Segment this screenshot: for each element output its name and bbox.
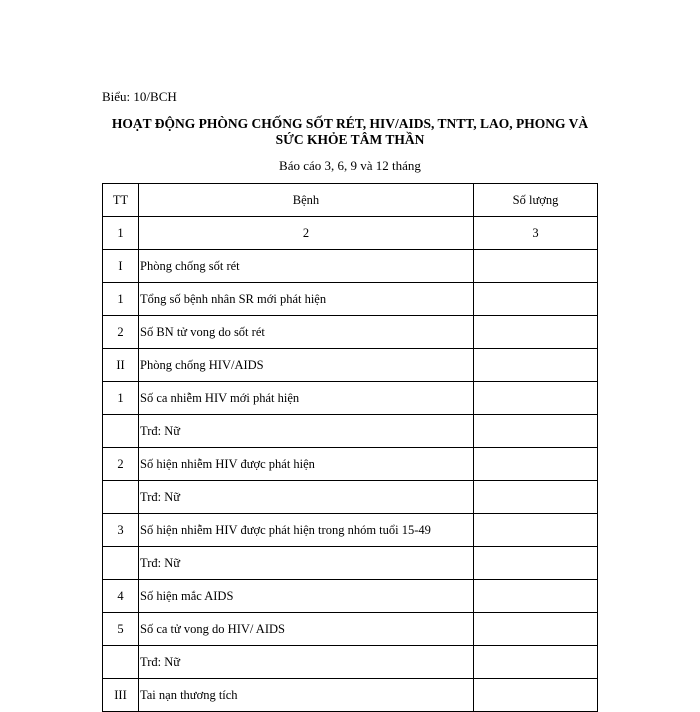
table-row [103, 646, 598, 679]
quantity-cell [474, 448, 598, 481]
row-number-cell: II [103, 349, 139, 382]
quantity-cell [474, 679, 598, 712]
row-number-cell: 3 [103, 514, 139, 547]
column-index-3: 3 [474, 217, 598, 250]
table-row [103, 382, 598, 415]
report-table [102, 183, 598, 712]
table-row [103, 547, 598, 580]
quantity-cell [474, 349, 598, 382]
column-index-row [103, 217, 598, 250]
table-row [103, 448, 598, 481]
row-number-cell: 5 [103, 613, 139, 646]
table-row [103, 316, 598, 349]
row-number-cell: 4 [103, 580, 139, 613]
row-number-cell: 1 [103, 283, 139, 316]
quantity-cell [474, 283, 598, 316]
table-row [103, 481, 598, 514]
row-number-cell: III [103, 679, 139, 712]
table-row [103, 613, 598, 646]
section-title-cell: Phòng chống sốt rét [139, 250, 474, 283]
table-row [103, 514, 598, 547]
row-number-cell: 1 [103, 382, 139, 415]
column-index-1: 1 [103, 217, 139, 250]
section-row [103, 250, 598, 283]
quantity-cell [474, 580, 598, 613]
indicator-name-cell: Tổng số bệnh nhân SR mới phát hiện [139, 283, 474, 316]
indicator-name-cell: Số hiện nhiễm HIV được phát hiện [139, 448, 474, 481]
indicator-name-cell: Trđ: Nữ [139, 547, 474, 580]
row-number-cell: 2 [103, 448, 139, 481]
indicator-name-cell: Số hiện mắc AIDS [139, 580, 474, 613]
indicator-name-cell: Trđ: Nữ [139, 646, 474, 679]
header-row [103, 184, 598, 217]
quantity-cell [474, 613, 598, 646]
row-number-cell [103, 547, 139, 580]
section-title-cell: Tai nạn thương tích [139, 679, 474, 712]
form-code: Biểu: 10/BCH [102, 89, 177, 104]
indicator-name-cell: Số ca tử vong do HIV/ AIDS [139, 613, 474, 646]
quantity-cell [474, 514, 598, 547]
title-line-2: SỨC KHỎE TÂM THẦN [275, 132, 425, 147]
table-body [103, 250, 598, 712]
title-line-1: HOẠT ĐỘNG PHÒNG CHỐNG SỐT RÉT, HIV/AIDS, TNTT, LAO, PHONG VÀ [111, 116, 589, 131]
header-quantity: Số lượng [474, 184, 598, 217]
quantity-cell [474, 316, 598, 349]
row-number-cell [103, 415, 139, 448]
quantity-cell [474, 382, 598, 415]
row-number-cell [103, 481, 139, 514]
indicator-name-cell: Trđ: Nữ [139, 415, 474, 448]
header-tt: TT [103, 184, 139, 217]
indicator-name-cell: Số hiện nhiễm HIV được phát hiện trong nhóm tuổi 15-49 [139, 514, 474, 547]
quantity-cell [474, 547, 598, 580]
header-disease: Bệnh [139, 184, 474, 217]
quantity-cell [474, 646, 598, 679]
table-row [103, 580, 598, 613]
document-title [100, 116, 600, 148]
indicator-name-cell: Trđ: Nữ [139, 481, 474, 514]
indicator-name-cell: Số BN tử vong do sốt rét [139, 316, 474, 349]
report-period: Báo cáo 3, 6, 9 và 12 tháng [279, 158, 421, 173]
row-number-cell [103, 646, 139, 679]
section-title-cell: Phòng chống HIV/AIDS [139, 349, 474, 382]
section-row [103, 679, 598, 712]
table-row [103, 283, 598, 316]
section-row [103, 349, 598, 382]
row-number-cell: I [103, 250, 139, 283]
table-row [103, 415, 598, 448]
quantity-cell [474, 415, 598, 448]
indicator-name-cell: Số ca nhiễm HIV mới phát hiện [139, 382, 474, 415]
quantity-cell [474, 481, 598, 514]
column-index-2: 2 [139, 217, 474, 250]
row-number-cell: 2 [103, 316, 139, 349]
quantity-cell [474, 250, 598, 283]
